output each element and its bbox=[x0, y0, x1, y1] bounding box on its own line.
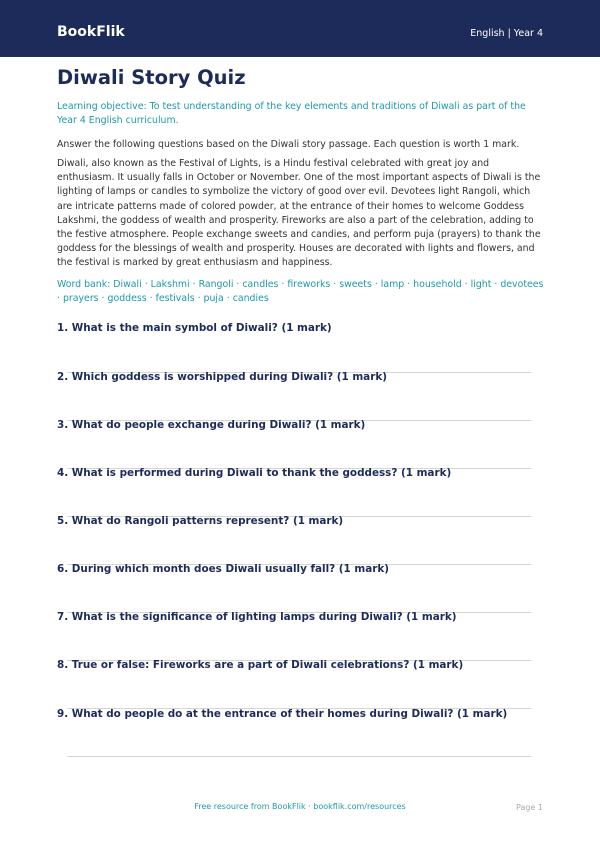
page-title: Diwali Story Quiz bbox=[57, 66, 246, 89]
word-bank: Word bank: Diwali · Lakshmi · Rangoli · candles · fireworks · sweets · lamp · household · light · devotees · prayers · goddess · festivals · puja · candies bbox=[57, 279, 544, 304]
brand-logo[interactable]: BookFlik bbox=[57, 24, 125, 40]
learning-objective: Learning objective: To test understanding of the key elements and traditions of Diwali as part of the Year 4 English curriculum. bbox=[57, 101, 526, 126]
question-2: 2. Which goddess is worshipped during Diwali? (1 mark) bbox=[57, 371, 387, 383]
story-passage: Diwali, also known as the Festival of Lights, is a Hindu festival celebrated with great joy and enthusiasm. It usually falls in October or November. One of the most important aspects of Diwali is the lighting of lamps or candles to symbolize the victory of good over evil. Devotees light Rangoli, which are intricate patterns made of colored powder, at the entrance of their homes to welcome Goddess Lakshmi, the goddess of wealth and prosperity. Fireworks are also a part of the celebration, adding to the festive atmosphere. People exchange sweets and candies, and perform puja (prayers) to thank the goddess for the blessings of wealth and prosperity. Houses are decorated with lights and flowers, and the festival is marked by great enthusiasm and happiness. bbox=[57, 158, 541, 269]
subject-year-label: English | Year 4 bbox=[470, 28, 543, 39]
instructions: Answer the following questions based on the Diwali story passage. Each question is worth 1 mark. bbox=[57, 139, 520, 150]
question-9: 9. What do people do at the entrance of their homes during Diwali? (1 mark) bbox=[57, 708, 508, 720]
answer-line-9[interactable] bbox=[67, 756, 531, 757]
page-number: Page 1 bbox=[516, 803, 543, 812]
header-bar bbox=[0, 0, 600, 57]
question-8: 8. True or false: Fireworks are a part of Diwali celebrations? (1 mark) bbox=[57, 659, 464, 671]
question-4: 4. What is performed during Diwali to thank the goddess? (1 mark) bbox=[57, 467, 452, 479]
question-5: 5. What do Rangoli patterns represent? (1 mark) bbox=[57, 515, 344, 527]
question-3: 3. What do people exchange during Diwali? (1 mark) bbox=[57, 419, 366, 431]
question-7: 7. What is the significance of lighting lamps during Diwali? (1 mark) bbox=[57, 611, 457, 623]
question-6: 6. During which month does Diwali usually fall? (1 mark) bbox=[57, 563, 390, 575]
footer-link[interactable]: Free resource from BookFlik · bookflik.com/resources bbox=[194, 802, 406, 811]
question-1: 1. What is the main symbol of Diwali? (1 mark) bbox=[57, 322, 332, 334]
